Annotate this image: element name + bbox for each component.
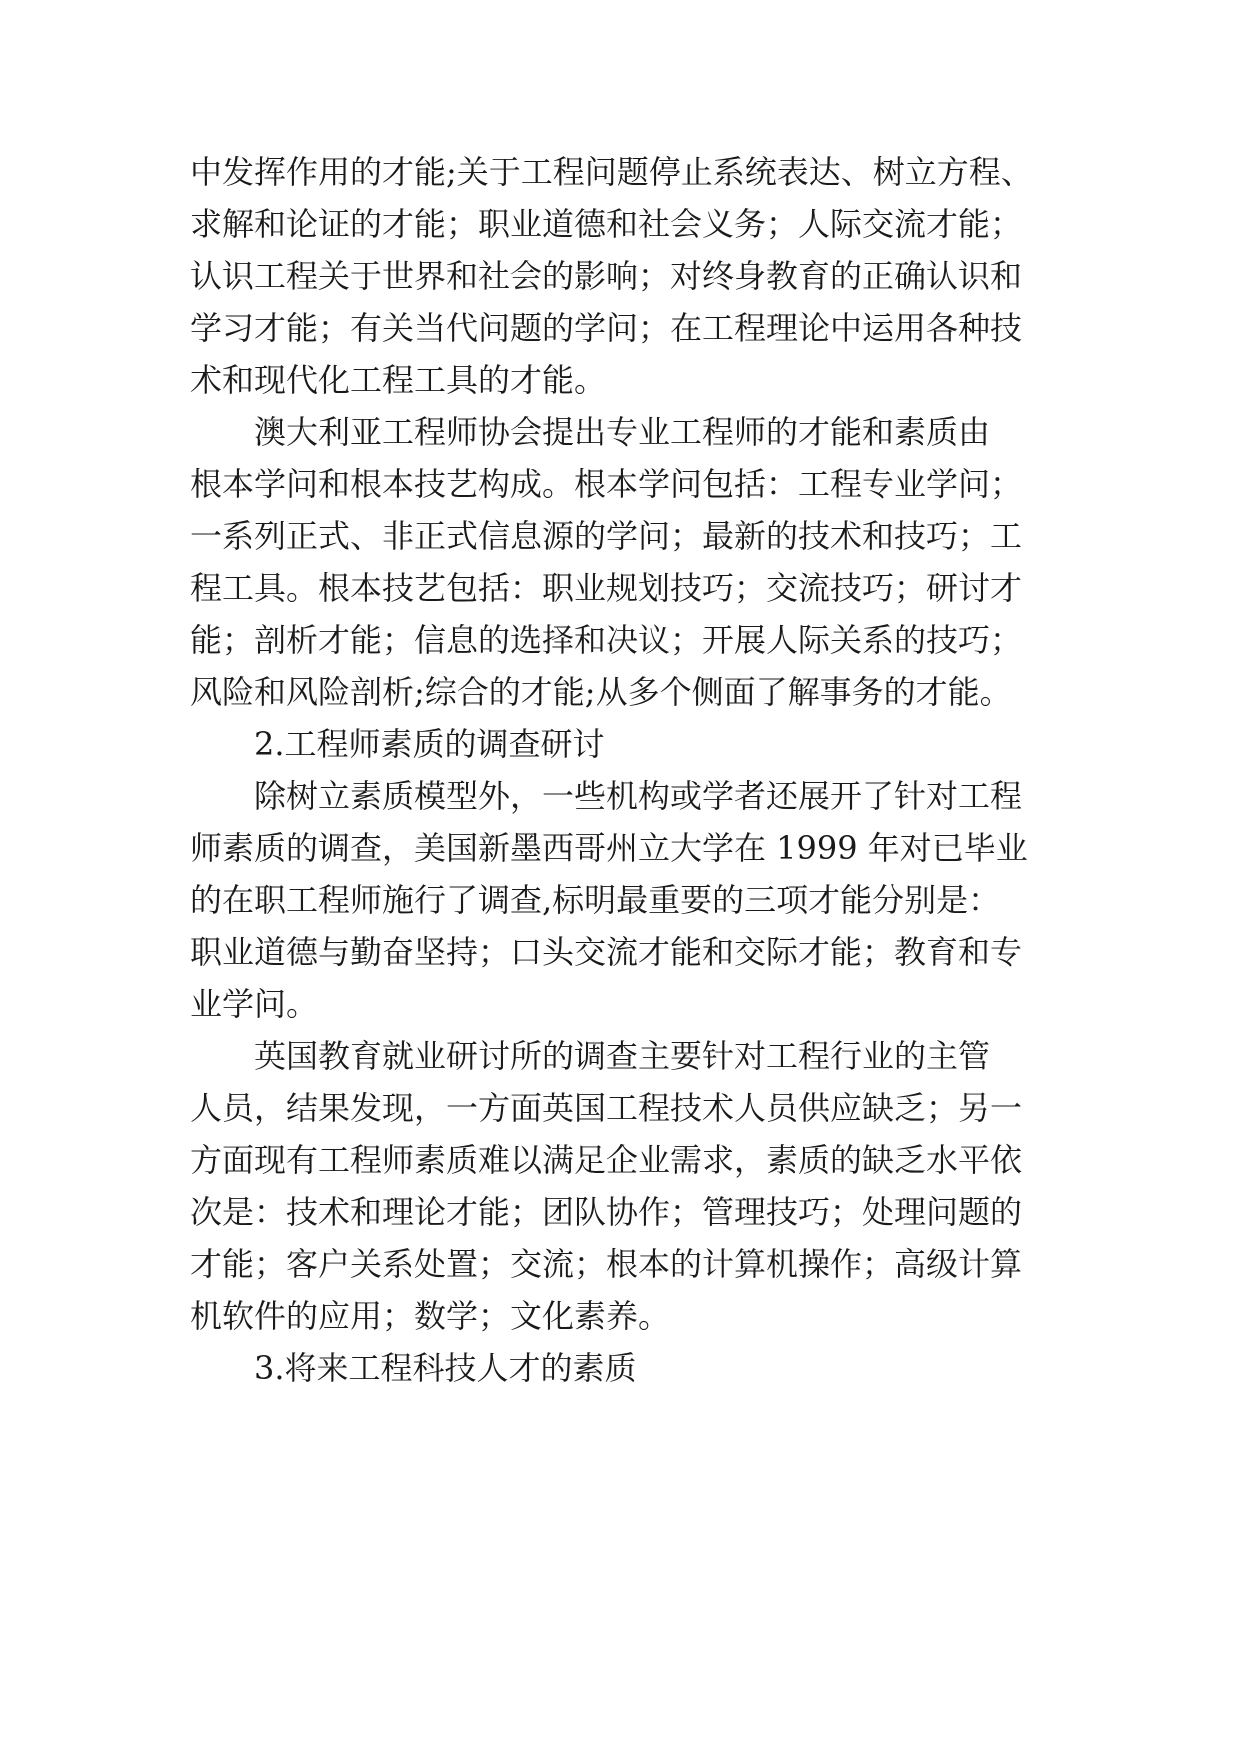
section-heading-2: 2.工程师素质的调查研讨 — [254, 725, 605, 763]
text-line-16: 职业道德与勤奋坚持；口头交流才能和交际才能；教育和专 — [190, 933, 1023, 971]
paragraph-start-line: 除树立素质模型外，一些机构或学者还展开了针对工程 — [254, 777, 1023, 815]
text-line-7: 根本学问和根本技艺构成。根本学问包括：工程专业学问； — [190, 465, 1023, 503]
text-line-4: 学习才能；有关当代问题的学问；在工程理论中运用各种技 — [190, 309, 1023, 347]
text-line-3: 认识工程关于世界和社会的影响；对终身教育的正确认识和 — [190, 257, 1023, 295]
text-line-14: 师素质的调查，美国新墨西哥州立大学在 1999 年对已毕业 — [190, 829, 1028, 867]
text-line-10: 能；剖析才能；信息的选择和决议；开展人际关系的技巧； — [190, 621, 1023, 659]
text-line-9: 程工具。根本技艺包括：职业规划技巧；交流技巧；研讨才 — [190, 569, 1023, 607]
text-line-20: 方面现有工程师素质难以满足企业需求，素质的缺乏水平依 — [190, 1141, 1023, 1179]
text-line-5: 术和现代化工程工具的才能。 — [190, 361, 607, 399]
text-line-21: 次是：技术和理论才能；团队协作；管理技巧；处理问题的 — [190, 1193, 1023, 1231]
text-line-15: 的在职工程师施行了调查,标明最重要的三项才能分别是： — [190, 881, 1001, 919]
text-line-17: 业学问。 — [190, 985, 319, 1023]
text-line-2: 求解和论证的才能；职业道德和社会义务；人际交流才能； — [190, 205, 1023, 243]
section-heading-3: 3.将来工程科技人才的素质 — [254, 1349, 637, 1387]
text-line-8: 一系列正式、非正式信息源的学问；最新的技术和技巧；工 — [190, 517, 1023, 555]
text-line-11: 风险和风险剖析;综合的才能;从多个侧面了解事务的才能。 — [190, 673, 1012, 711]
text-line-1: 中发挥作用的才能;关于工程问题停止系统表达、树立方程、 — [190, 153, 1033, 191]
text-line-19: 人员，结果发现，一方面英国工程技术人员供应缺乏；另一 — [190, 1089, 1023, 1127]
paragraph-start-line: 澳大利亚工程师协会提出专业工程师的才能和素质由 — [254, 413, 991, 451]
paragraph-start-line: 英国教育就业研讨所的调查主要针对工程行业的主管 — [254, 1037, 991, 1075]
text-line-22: 才能；客户关系处置；交流；根本的计算机操作；高级计算 — [190, 1245, 1023, 1283]
text-line-23: 机软件的应用；数学；文化素养。 — [190, 1297, 671, 1335]
